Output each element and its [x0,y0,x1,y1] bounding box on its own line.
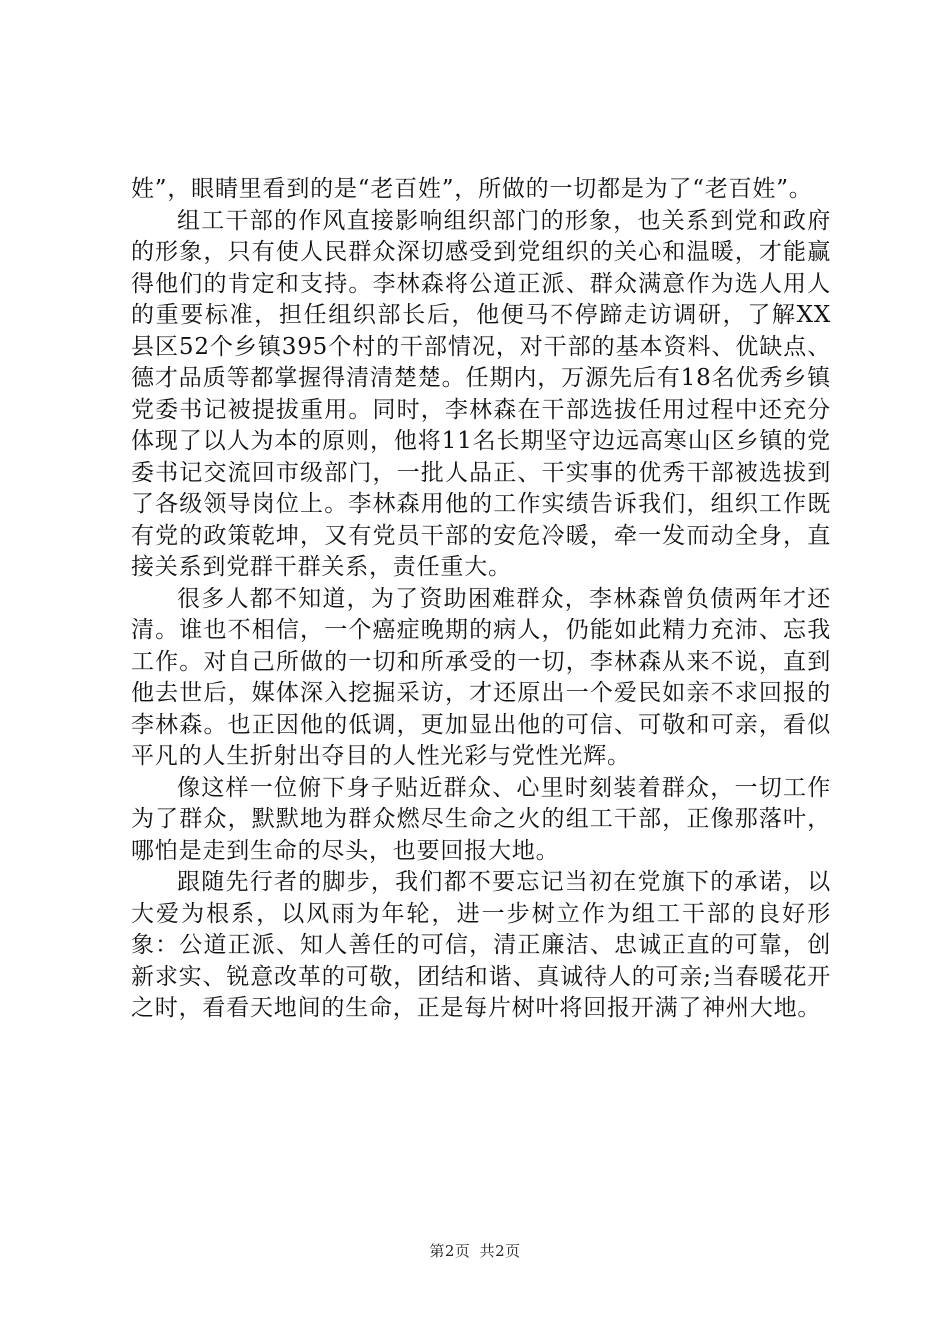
page-total: 共2页 [479,1242,521,1260]
paragraph-continuation: 姓”，眼睛里看到的是“老百姓”，所做的一切都是为了“老百姓”。 [131,176,813,202]
paragraph-falling-leaf: 像这样一位俯下身子贴近群众、心里时刻装着群众，一切工作为了群众，默默地为群众燃尽生命之火的组工干部，正像那落叶，哪怕是走到生命的尽头，也要回报大地。 [131,774,831,864]
paragraph-following-pioneer: 跟随先行者的脚步，我们都不要忘记当初在党旗下的承诺，以大爱为根系，以风雨为年轮，进一步树立作为组工干部的良好形象：公道正派、知人善任的可信，清正廉洁、忠诚正直的可靠，创新求实、锐意改革的可敬，团结和谐、真诚待人的可亲;当春暖花开之时，看看天地间的生命，正是每片树叶将回报开满了神州大地。 [131,869,831,1021]
page-number: 第2页 [429,1242,471,1260]
paragraph-cadre-style: 组工干部的作风直接影响组织部门的形象，也关系到党和政府的形象，只有使人民群众深切感受到党组织的关心和温暖，才能赢得他们的肯定和支持。李林森将公道正派、群众满意作为选人用人的重要标准，担任组织部长后，他便马不停蹄走访调研，了解XX县区52个乡镇395个村的干部情况，对干部的基本资料、优缺点、德才品质等都掌握得清清楚楚。任期内，万源先后有18名优秀乡镇党委书记被提拔重用。同时，李林森在干部选拔任用过程中还充分体现了以人为本的原则，他将11名长期坚守边远高寒山区乡镇的党委书记交流回市级部门，一批人品正、干实事的优秀干部被选拔到了各级领导岗位上。李林森用他的工作实绩告诉我们，组织工作既有党的政策乾坤，又有党员干部的安危冷暖，牵一发而动全身，直接关系到党群干群关系，责任重大。 [131,207,831,580]
page-footer [0,1240,950,1261]
document-body [131,174,831,1025]
paragraph-helping-masses: 很多人都不知道，为了资助困难群众，李林森曾负债两年才还清。谁也不相信，一个癌症晚期的病人，仍能如此精力充沛、忘我工作。对自己所做的一切和所承受的一切，李林森从来不说，直到他去世后，媒体深入挖掘采访，才还原出一个爱民如亲不求回报的李林森。也正因他的低调，更加显出他的可信、可敬和可亲，看似平凡的人生折射出夺目的人性光彩与党性光辉。 [131,585,831,769]
